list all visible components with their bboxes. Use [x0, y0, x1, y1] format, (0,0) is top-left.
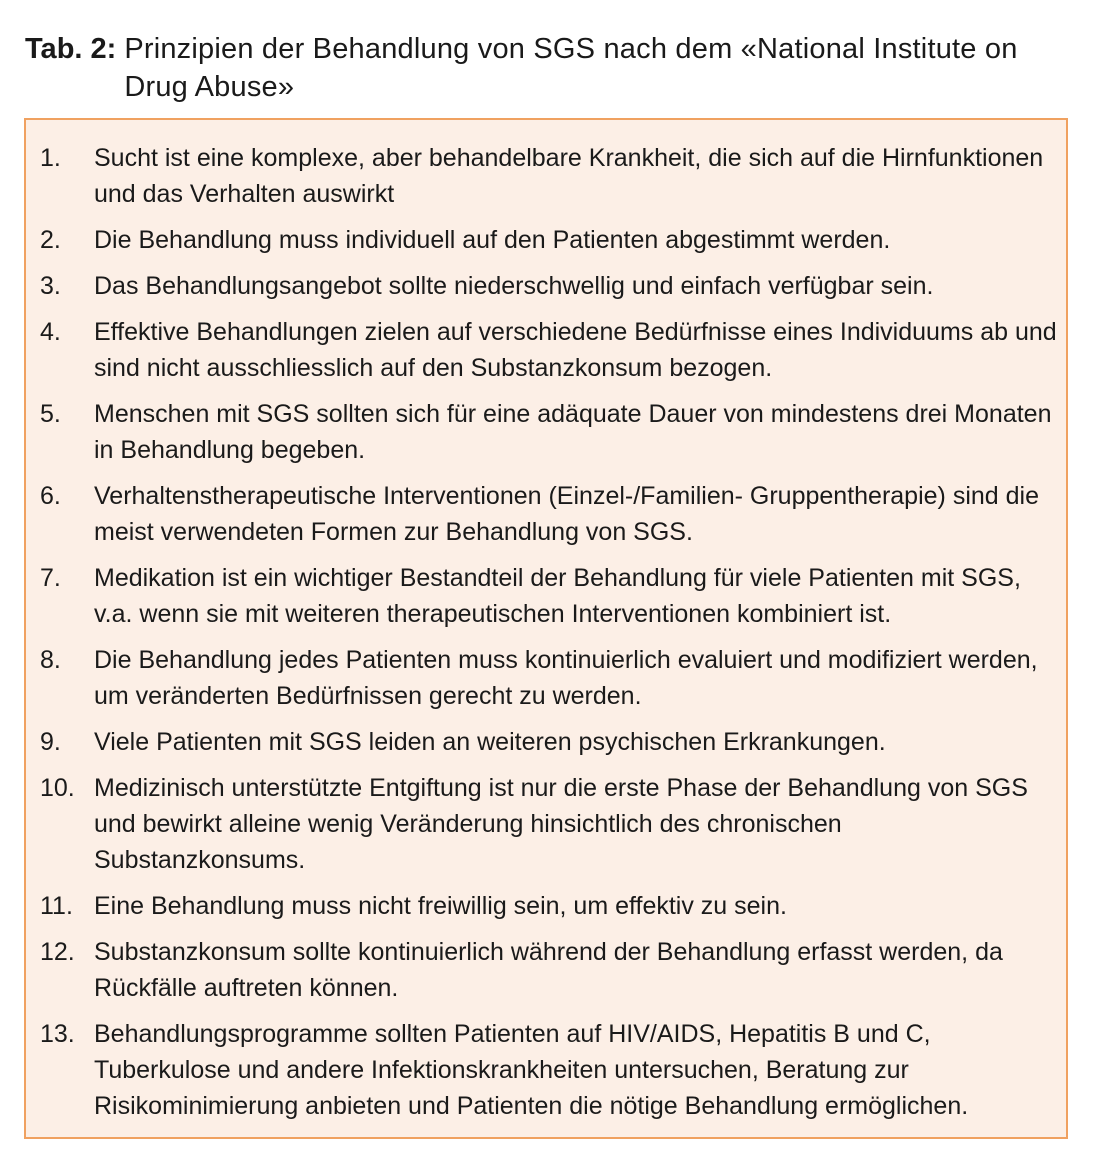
item-text: Verhaltenstherapeutische Interventionen (Einzel-/Familien- Gruppentherapie) sind die meist verwendeten Formen zur Behandlung von SGS.	[94, 482, 1039, 546]
list-item	[26, 396, 1066, 468]
item-number: 10.	[40, 774, 75, 802]
table-caption	[25, 30, 1075, 106]
list-item	[26, 314, 1066, 386]
item-number: 11.	[40, 892, 73, 920]
principles-table	[24, 118, 1068, 1139]
item-text: Sucht ist eine komplexe, aber behandelbare Krankheit, die sich auf die Hirnfunktionen und das Verhalten auswirkt	[94, 144, 1044, 208]
item-number: 6.	[40, 482, 61, 510]
item-number: 12.	[40, 938, 75, 966]
item-number: 9.	[40, 728, 61, 756]
item-text: Effektive Behandlungen zielen auf verschiedene Bedürfnisse eines Individuums ab und sind nicht ausschliesslich auf den Substanzkonsum bezogen.	[94, 318, 1057, 382]
item-text: Die Behandlung muss individuell auf den Patienten abgestimmt werden.	[94, 226, 891, 254]
caption-title: Prinzipien der Behandlung von SGS nach dem «National Institute on Drug Abuse»	[124, 33, 1018, 103]
list-item	[26, 888, 1066, 924]
item-text: Eine Behandlung muss nicht freiwillig sein, um effektiv zu sein.	[94, 892, 787, 920]
item-text: Substanzkonsum sollte kontinuierlich während der Behandlung erfasst werden, da Rückfälle auftreten können.	[94, 938, 1003, 1002]
list-item	[26, 560, 1066, 632]
item-text: Die Behandlung jedes Patienten muss kontinuierlich evaluiert und modifiziert werden, um veränderten Bedürfnissen gerecht zu werden.	[94, 646, 1038, 710]
list-item	[26, 770, 1066, 878]
item-number: 1.	[40, 144, 61, 172]
list-item	[26, 934, 1066, 1006]
item-text: Medikation ist ein wichtiger Bestandteil der Behandlung für viele Patienten mit SGS, v.a. wenn sie mit weiteren therapeutischen Interventionen kombiniert ist.	[94, 564, 1021, 628]
list-item	[26, 222, 1066, 258]
item-text: Das Behandlungsangebot sollte niederschwellig und einfach verfügbar sein.	[94, 272, 934, 300]
list-item	[26, 478, 1066, 550]
item-text: Behandlungsprogramme sollten Patienten auf HIV/AIDS, Hepatitis B und C, Tuberkulose und andere Infektionskrankheiten untersuchen, Beratung zur Risikominimierung anbieten und Patienten die nötige Behandlung ermöglichen.	[94, 1020, 969, 1120]
item-number: 13.	[40, 1020, 75, 1048]
item-number: 7.	[40, 564, 61, 592]
list-item	[26, 268, 1066, 304]
list-item	[26, 642, 1066, 714]
item-number: 2.	[40, 226, 61, 254]
item-number: 4.	[40, 318, 61, 346]
item-text: Viele Patienten mit SGS leiden an weiteren psychischen Erkrankungen.	[94, 728, 886, 756]
item-text: Medizinisch unterstützte Entgiftung ist nur die erste Phase der Behandlung von SGS und bewirkt alleine wenig Veränderung hinsichtlich des chronischen Substanzkonsums.	[94, 774, 1028, 874]
item-text: Menschen mit SGS sollten sich für eine adäquate Dauer von mindestens drei Monaten in Behandlung begeben.	[94, 400, 1052, 464]
list-item	[26, 1016, 1066, 1124]
principles-list	[26, 140, 1066, 1124]
item-number: 3.	[40, 272, 61, 300]
caption-label: Tab. 2:	[25, 33, 117, 65]
item-number: 8.	[40, 646, 61, 674]
item-number: 5.	[40, 400, 61, 428]
list-item	[26, 140, 1066, 212]
list-item	[26, 724, 1066, 760]
